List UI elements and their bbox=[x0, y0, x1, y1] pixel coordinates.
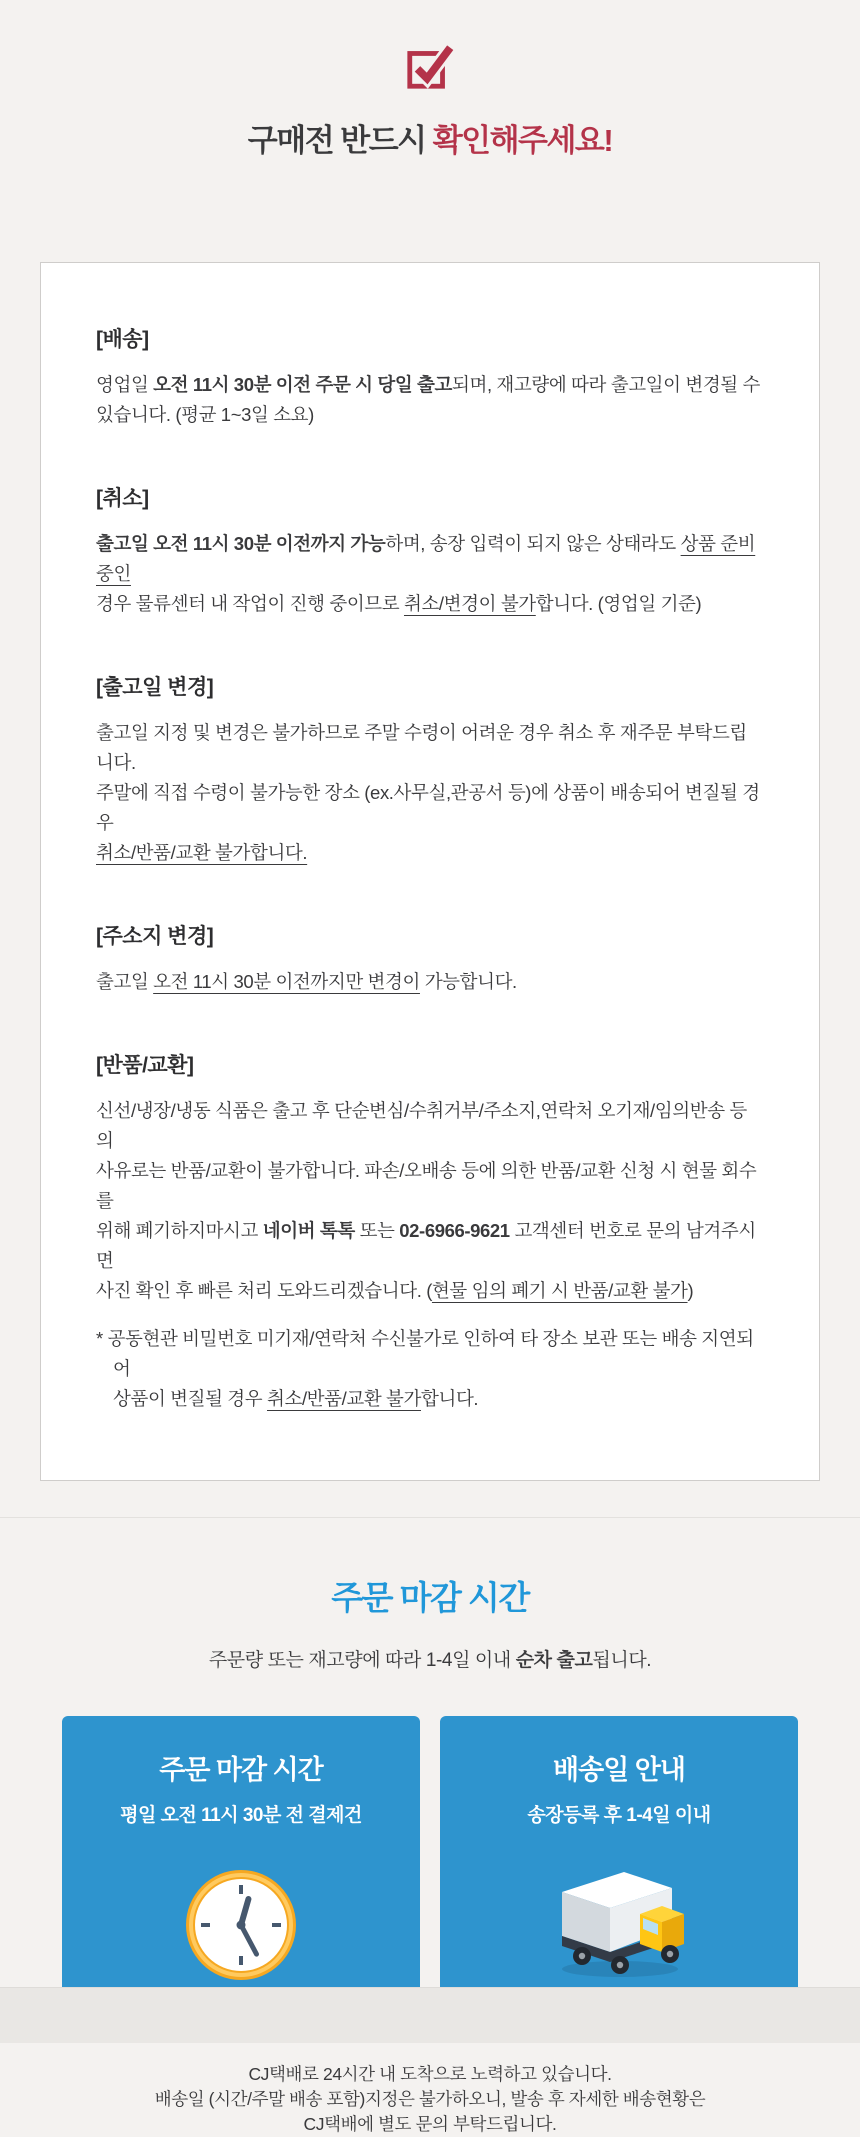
text-run: 취소/반품/교환 불가 bbox=[267, 1388, 421, 1409]
text-run: ) bbox=[687, 1280, 694, 1301]
text-run: 출고일 bbox=[96, 971, 154, 992]
text-run: 네이버 톡톡 bbox=[262, 1220, 355, 1241]
text-run: 합니다. bbox=[421, 1388, 479, 1409]
text-run: 주문량 또는 재고량에 따라 1-4일 이내 bbox=[208, 1650, 516, 1671]
notice-section bbox=[96, 924, 764, 997]
text-run: 출고일 지정 및 변경은 불가하므로 주말 수령이 어려운 경우 취소 후 재주문 부탁드립니다. bbox=[96, 722, 747, 773]
notice-box bbox=[40, 262, 820, 1481]
text-run: 오전 11시 30분 이전 주문 시 당일 출고 bbox=[153, 374, 452, 395]
section-heading: [배송] bbox=[96, 328, 149, 351]
section-paragraph bbox=[96, 1096, 764, 1306]
text-run: 있습니다. (평균 1~3일 소요) bbox=[96, 404, 314, 425]
text-run: 출고일 오전 11시 30분 이전까지 가능 bbox=[96, 533, 386, 554]
text-run: 상품 준비중인 bbox=[96, 533, 756, 584]
text-run: 02-6966-9621 bbox=[399, 1220, 510, 1241]
text-run: 하며, 송장 입력이 되지 않은 상태라도 bbox=[385, 533, 681, 554]
section-paragraph bbox=[96, 967, 764, 997]
text-run: 순차 출고 bbox=[515, 1650, 593, 1671]
text-run: 영업일 bbox=[96, 374, 154, 395]
notice-section bbox=[96, 486, 764, 619]
text-run: 고객센터 번호로 문의 남겨주시면 bbox=[96, 1220, 756, 1271]
courier-note-line: 배송일 (시간/주말 배송 포함)지정은 불가하오니, 발송 후 자세한 배송현황은 bbox=[154, 2089, 706, 2109]
page-title-accent: 확인해주세요! bbox=[432, 123, 613, 158]
section-paragraph bbox=[96, 718, 764, 868]
text-run: 됩니다. bbox=[592, 1650, 652, 1671]
courier-note-line: CJ택배에 별도 문의 부탁드립니다. bbox=[303, 2114, 557, 2134]
courier-note bbox=[0, 2062, 860, 2137]
order-section-title: 주문 마감 시간 bbox=[331, 1579, 529, 1616]
text-run: 되며, 재고량에 따라 출고일이 변경될 수 bbox=[452, 374, 760, 395]
section-note bbox=[96, 1324, 764, 1414]
text-run: * 공동현관 비밀번호 미기재/연락처 수신불가로 인하여 타 장소 보관 또는 배송 지연되어 bbox=[96, 1328, 754, 1379]
section-paragraph bbox=[96, 370, 764, 430]
text-run: 사진 확인 후 빠른 처리 도와드리겠습니다. ( bbox=[96, 1280, 432, 1301]
text-run: 취소/변경이 불가 bbox=[403, 593, 536, 614]
section-heading: [반품/교환] bbox=[96, 1054, 194, 1077]
section-heading: [취소] bbox=[96, 487, 149, 510]
card-title: 주문 마감 시간 bbox=[159, 1755, 323, 1785]
checkbox-checked-icon bbox=[0, 0, 860, 97]
card-subtitle: 송장등록 후 1-4일 이내 bbox=[527, 1805, 711, 1826]
text-run: 오전 11시 30분 이전까지만 변경이 bbox=[153, 971, 420, 992]
section-divider bbox=[0, 1517, 860, 1518]
order-subtitle bbox=[0, 1645, 860, 1672]
section-heading: [주소지 변경] bbox=[96, 925, 214, 948]
text-run: 주말에 직접 수령이 불가능한 장소 (ex.사무실,관공서 등)에 상품이 배송되어 변질될 경우 bbox=[96, 782, 760, 833]
notice-section bbox=[96, 675, 764, 868]
text-run: 상품이 변질될 경우 bbox=[113, 1388, 267, 1409]
text-run: 가능합니다. bbox=[419, 971, 517, 992]
courier-note-line: CJ택배로 24시간 내 도착으로 노력하고 있습니다. bbox=[248, 2064, 612, 2084]
text-run: 경우 물류센터 내 작업이 진행 중이므로 bbox=[96, 593, 404, 614]
text-run: 취소/반품/교환 불가합니다. bbox=[96, 842, 308, 863]
page-title bbox=[0, 115, 860, 160]
text-run: 위해 폐기하지마시고 bbox=[96, 1220, 263, 1241]
text-run: 현물 임의 폐기 시 반품/교환 불가 bbox=[431, 1280, 688, 1301]
notice-section bbox=[96, 327, 764, 430]
text-run: 사유로는 반품/교환이 불가합니다. 파손/오배송 등에 의한 반품/교환 신청 시 현물 회수를 bbox=[96, 1160, 757, 1211]
bottom-band bbox=[0, 1987, 860, 2043]
text-run: 또는 bbox=[354, 1220, 400, 1241]
text-run: 합니다. (영업일 기준) bbox=[535, 593, 702, 614]
card-title: 배송일 안내 bbox=[553, 1755, 685, 1785]
section-paragraph bbox=[96, 529, 764, 619]
notice-section bbox=[96, 1053, 764, 1414]
card-subtitle: 평일 오전 11시 30분 전 결제건 bbox=[120, 1805, 362, 1826]
page-title-prefix: 구매전 반드시 bbox=[247, 123, 433, 158]
text-run: 신선/냉장/냉동 식품은 출고 후 단순변심/수취거부/주소지,연락처 오기재/임의반송 등의 bbox=[96, 1100, 747, 1151]
section-heading: [출고일 변경] bbox=[96, 676, 214, 699]
